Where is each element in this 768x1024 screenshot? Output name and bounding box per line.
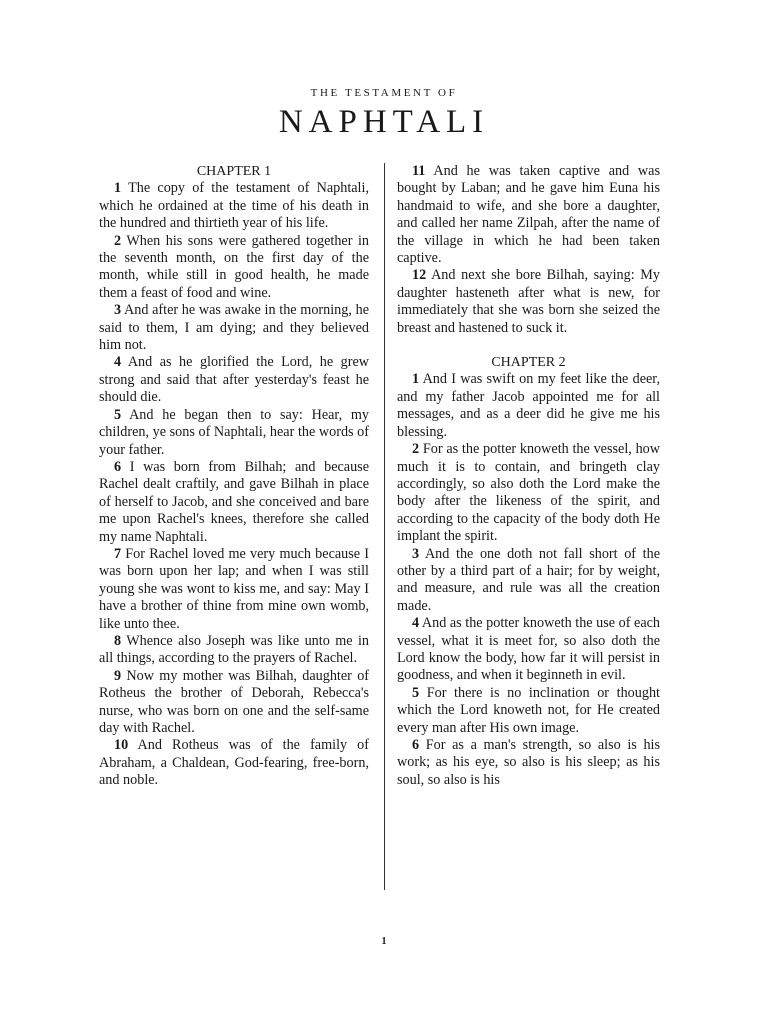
verse-number: 12: [412, 267, 427, 284]
verse-text: For as a man's strength, so also is his work; as his eye, so also is his sleep; as his soul, so also is his: [397, 737, 661, 788]
chapter-heading: CHAPTER 2: [491, 355, 566, 371]
verse-text: Now my mother was Bilhah, daughter of Rotheus the brother of Deborah, Rebecca's nurse, who was born on one and the self-same day with Rachel.: [99, 667, 370, 736]
verse-number: 7: [114, 545, 122, 562]
left-column: [99, 163, 369, 790]
verse: [397, 267, 660, 337]
verse-number: 10: [114, 737, 129, 754]
verse-number: 4: [412, 615, 420, 632]
verse-number: 11: [412, 163, 426, 179]
verse: [99, 737, 369, 789]
verse: [99, 407, 369, 459]
verse-number: 1: [412, 371, 420, 388]
verse-number: 5: [412, 684, 420, 701]
verse: [99, 180, 369, 232]
testament-kicker: THE TESTAMENT OF: [310, 87, 458, 99]
verse-text: And next she bore Bilhah, saying: My daughter hasteneth after what is new, for immediately that she was born she seized the breast and hastened to suck it.: [397, 267, 660, 336]
verse-text: When his sons were gathered together in the seventh month, on the first day of the month, while still in good health, he made them a feast of food and wine.: [99, 232, 369, 301]
verse: [99, 459, 369, 546]
verse-number: 5: [114, 406, 122, 423]
verse-list: [99, 180, 369, 789]
verse-number: 9: [114, 667, 122, 684]
verse: [397, 685, 660, 737]
verse: [397, 737, 660, 789]
verse: [397, 615, 660, 685]
verse-number: 6: [114, 458, 122, 475]
verse-text: The copy of the testament of Naphtali, which he ordained at the time of his death in the hundred and thirtieth year of his life.: [99, 180, 369, 232]
column-divider: [384, 163, 385, 890]
verse-number: 2: [114, 232, 122, 249]
verse-number: 6: [412, 737, 420, 753]
verse-text: And I was swift on my feet like the deer, and my father Jacob appointed me for all messages, and as a deer did he give me his blessing.: [397, 371, 660, 440]
chapter-heading: CHAPTER 1: [196, 164, 272, 179]
verse-list: [397, 371, 660, 789]
verse-text: Whence also Joseph was like unto me in all things, according to the prayers of Rachel.: [99, 632, 369, 667]
verse: [99, 233, 369, 303]
verse-text: And after he was awake in the morning, he said to them, I am dying; and they believed him not.: [99, 302, 369, 354]
verse: [397, 441, 660, 545]
verse: [397, 546, 660, 616]
book-title: NAPHTALI: [278, 104, 490, 140]
verse: [99, 546, 369, 633]
verse-text: For there is no inclination or thought which the Lord knoweth not, for He created every man after His own image.: [397, 684, 661, 736]
verse-text: And he was taken captive and was bought by Laban; and he gave him Euna his handmaid to wife, and she bore a daughter, and called her name Zilpah, after the name of the village in which he had been taken captive.: [397, 163, 660, 267]
verse-number: 3: [412, 545, 420, 562]
verse: [99, 302, 369, 354]
verse-text: I was born from Bilhah; and because Rachel dealt craftily, and gave Bilhah in place of herself to Jacob, and she conceived and bare me upon Rachel's knees, therefore she called my name Naphtali.: [99, 458, 369, 545]
verse-number: 4: [114, 354, 122, 371]
verse-text: And he began then to say: Hear, my children, ye sons of Naphtali, hear the words of your father.: [99, 406, 369, 458]
verse-text: And Rotheus was of the family of Abraham, a Chaldean, God-fearing, free-born, and noble.: [99, 737, 370, 789]
page-number: 1: [381, 936, 387, 947]
verse-number: 3: [114, 302, 122, 319]
verse-text: For as the potter knoweth the vessel, how much it is to contain, and bringeth clay accordingly, so also doth the Lord make the body after the likeness of the spirit, and according to the capacity of the body doth He implant the spirit.: [397, 441, 661, 545]
verse: [99, 668, 369, 738]
verse-number: 8: [114, 632, 122, 649]
verse-text: For Rachel loved me very much because I was born upon her lap; and when I was still young she was wont to kiss me, and say: May I have a brother of thine from mine own womb, like unto thee.: [99, 545, 369, 632]
verse: [397, 163, 660, 267]
verse: [99, 354, 369, 406]
verse: [397, 371, 660, 441]
verse-text: And as the potter knoweth the use of each vessel, what it is meet for, so also doth the Lord know the body, how far it will persist in goodness, and when it beginneth in evil.: [397, 615, 661, 684]
verse: [99, 633, 369, 668]
verse-text: And the one doth not fall short of the other by a third part of a hair; for by weight, and measure, and rule was all the creation made.: [397, 545, 660, 614]
verse-list: [397, 163, 660, 337]
verse-number: 2: [412, 441, 420, 458]
verse-text: And as he glorified the Lord, he grew strong and said that after yesterday's feast he should die.: [99, 354, 369, 406]
verse-number: 1: [114, 180, 122, 197]
right-column: [397, 163, 660, 789]
